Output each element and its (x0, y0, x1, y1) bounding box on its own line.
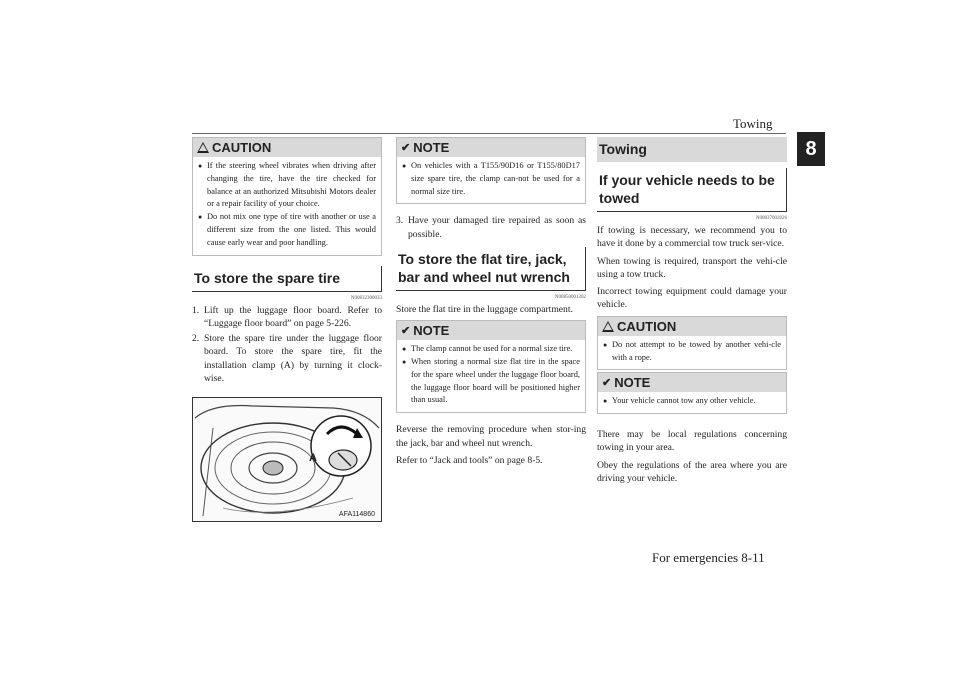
caution-box (597, 316, 787, 371)
paragraph: Refer to “Jack and tools” on page 8-5. (396, 454, 543, 466)
step-item: 3. Have your damaged tire repaired as soon as possible. (396, 215, 586, 240)
main-section-title: Towing (597, 137, 787, 162)
caution-header (598, 317, 786, 336)
note-heading: NOTE (614, 375, 651, 391)
caution-item: ● If the steering wheel vibrates when driving after changing the tire, have the tire checked for balance at an authorized Mitsubishi Motors dealer or a repair facility of your choice. (198, 160, 376, 211)
reference-code: N00837002026 (755, 216, 787, 221)
note-item: ● Your vehicle cannot tow any other vehicle. (603, 395, 781, 408)
caution-header (193, 138, 381, 157)
warning-triangle-icon (197, 142, 209, 153)
paragraph: Obey the regulations of the area where you are driving your vehicle. (597, 459, 787, 485)
note-item: ● The clamp cannot be used for a normal size tire. (402, 343, 580, 356)
figure-label-a: A (309, 452, 317, 465)
note-item: ● On vehicles with a T155/90D16 or T155/80D17 size spare tire, the clamp can-not be used for a normal size tire. (402, 160, 580, 198)
chapter-tab: 8 (797, 132, 825, 166)
warning-triangle-icon (602, 321, 614, 332)
note-item: ● When storing a normal size flat tire in the space for the spare wheel under the luggage floor board, the luggage floor board will be positioned higher than usual. (402, 356, 580, 407)
spare-tire-drawing (193, 398, 381, 521)
caution-item: ● Do not attempt to be towed by another vehi-cle with a rope. (603, 339, 781, 365)
note-box (396, 320, 586, 413)
paragraph: Reverse the removing procedure when stor-ing the jack, bar and wheel nut wrench. (396, 424, 586, 449)
note-check-icon: ✔ (401, 325, 411, 338)
page-footer-section: For emergencies 8-11 (652, 550, 765, 565)
section-title-needs-towing: If your vehicle needs to be towed (597, 168, 787, 212)
caution-item: ● Do not mix one type of tire with another or use a different size from the one listed. This would cause early wear and poor handling. (198, 211, 376, 249)
reference-code: N00850001202 (554, 294, 586, 300)
note-header (397, 321, 585, 340)
paragraph: Incorrect towing equipment could damage your vehicle. (597, 286, 787, 311)
section-title-store-flat: To store the flat tire, jack, bar and wheel nut wrench (396, 247, 586, 291)
paragraph: There may be local regulations concerning towing in your area. (597, 429, 787, 454)
note-check-icon: ✔ (602, 377, 612, 390)
paragraph: If towing is necessary, we recommend you to have it done by a commercial tow truck ser-vice. (597, 225, 787, 250)
header-rule (192, 133, 786, 134)
spare-tire-illustration (192, 397, 382, 522)
note-box (396, 137, 586, 204)
caution-heading: CAUTION (617, 318, 677, 334)
section-title-store-spare: To store the spare tire (192, 266, 382, 292)
note-heading: NOTE (413, 140, 450, 155)
note-header (397, 138, 585, 157)
note-check-icon: ✔ (401, 142, 411, 154)
note-header (598, 373, 786, 392)
note-box (597, 372, 787, 414)
column-3 (597, 137, 787, 489)
note-heading: NOTE (413, 323, 450, 339)
step-item: 2. Store the spare tire under the luggage floor board. To store the spare tire, fit the installation clamp (A) by turning it clock-wise. (192, 333, 382, 385)
paragraph: Store the flat tire in the luggage compartment. (396, 303, 573, 315)
figure-code: AFA114860 (338, 511, 375, 519)
page-header-title: Towing (733, 116, 773, 131)
paragraph: When towing is required, transport the vehi-cle using a tow truck. (597, 255, 787, 280)
column-1 (192, 137, 382, 522)
reference-code: N00832300033 (350, 295, 382, 301)
step-item: 1. Lift up the luggage floor board. Refer to “Luggage floor board” on page 5-226. (192, 304, 382, 329)
caution-heading: CAUTION (212, 140, 272, 155)
caution-box (192, 137, 382, 256)
column-2 (396, 137, 586, 471)
